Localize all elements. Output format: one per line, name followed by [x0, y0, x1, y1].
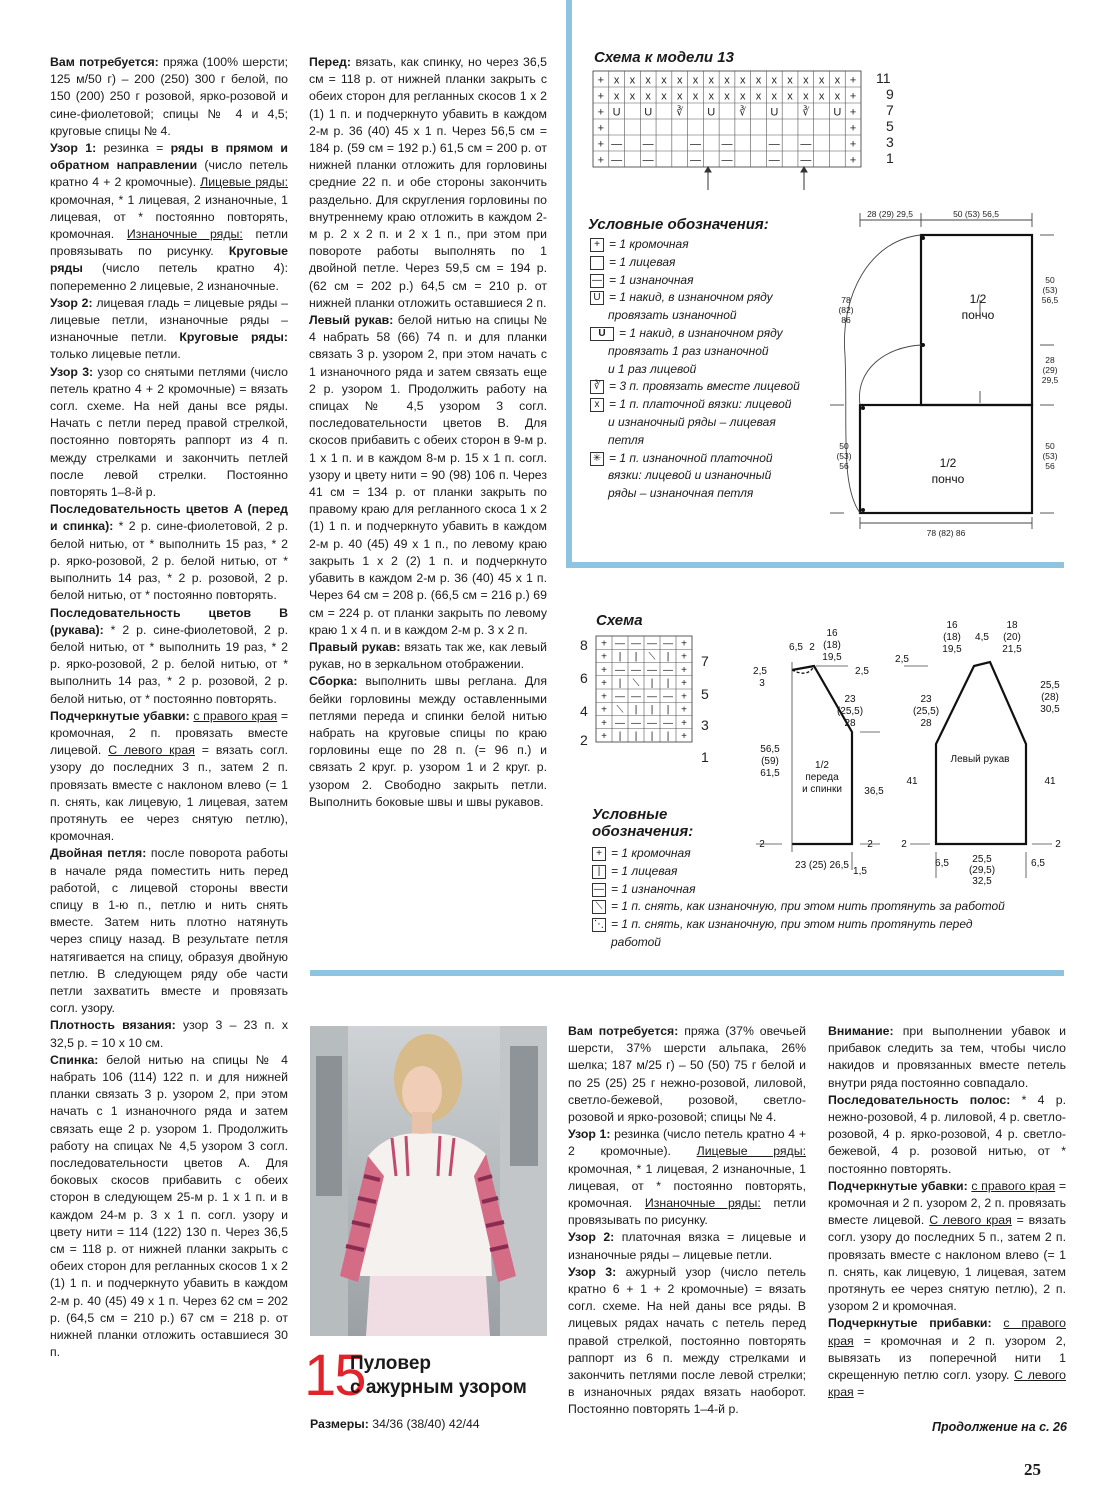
svg-text:+: + [597, 74, 605, 87]
color-sequence-a-paragraph: Последовательность цветов A (перед и спинка): * 2 р. сине-фиолетовой, 2 р. белой нитью, от * выполнить 15 раз, * 2 р. ярко-розовой, 2 р. белой нитью, от * выполнить 14 раз, * 2 р. розовой, 2 р. белой нитью, от * постоянно повторять. [50, 502, 288, 603]
garter-knit-icon: x [590, 398, 604, 412]
sweater-row-4: 4 [580, 703, 588, 719]
svg-text:—: — [768, 154, 780, 167]
poncho-lower-sublabel: пончо [931, 472, 965, 486]
pattern2-paragraph: Узор 2: лицевая гладь = лицевые ряды – лицевые петли, изнаночные ряды – изнаночные петли. Круговые ряды: только лицевые петли. [50, 295, 288, 362]
increases15-paragraph: Подчеркнутые прибавки: с правого края = кромочная и 2 п. узором 2, вывязать из поперечной нити 1 скрещенную петлю согл. узору. С левого края = [828, 1316, 1066, 1400]
svg-text:x: x [755, 90, 762, 103]
svg-text:+: + [597, 122, 605, 135]
body-dim-left-b: (59) [761, 756, 779, 767]
sleeve-dim-top-right-c: 21,5 [1002, 644, 1022, 655]
svg-text:—: — [663, 638, 673, 650]
svg-text:x: x [692, 90, 699, 103]
svg-text:—: — [721, 154, 733, 167]
body-dim-6-5: 6,5 [789, 642, 803, 653]
svg-text:x: x [803, 74, 809, 87]
decreases15-paragraph: Подчеркнутые убавки: с правого края = кромочная и 2 п. узором 2, 2 п. провязать вместе лицевой. С левого края = вязать согл. узору до последних 5 п., затем 2 п. провязать вместе с наклоном влево (= 1 п. снять, как лицевую, 1 лицевая, затем протянуть ее через снятую петлю), 2 п. узором 2 и кромочная. [828, 1178, 1067, 1314]
svg-text:∛: ∛ [802, 106, 810, 119]
sleeve-outline [936, 662, 1026, 844]
svg-text:|: | [634, 651, 638, 663]
svg-text:x: x [661, 74, 667, 87]
svg-text:—: — [800, 154, 812, 167]
poncho-dim-left-lower-a: 50 [839, 441, 849, 451]
svg-text:+: + [597, 154, 605, 167]
scheme13-row-5: 5 [886, 118, 894, 134]
sleeve-dim-right-a: 25,5 [1040, 680, 1060, 691]
svg-text:U: U [612, 106, 621, 119]
svg-text:|: | [666, 678, 670, 689]
body-dim-2: 2 [809, 642, 815, 653]
poncho-dim-right-mid-a: 28 [1045, 355, 1055, 365]
svg-text:⟍: ⟍ [648, 651, 656, 663]
sleeve-dim-41-right: 41 [1044, 776, 1056, 787]
svg-text:—: — [631, 664, 641, 676]
svg-text:—: — [615, 638, 625, 650]
double-stitch-paragraph: Двойная петля: после поворота работы в начале ряда поместить нить перед работой, с лицевой стороны ввести спицу в 1-ю п., петлю и нить снять вместе. Затем нить плотно натянуть через спицу назад. В результате петля натягивается на спицу, образуя двойную петлю. В следующем ряду обе части петли захватить вместе и провязать согл. узору. [50, 846, 288, 1016]
text-column-4 [828, 1023, 1066, 1401]
sweater-row-5: 5 [701, 686, 709, 702]
knit-stitch-icon [590, 256, 604, 270]
pattern15-1-paragraph: Узор 1: резинка (число петель кратно 4 + 2 кромочные). Лицевые ряды: кромочная, * 1 лицевая, 2 изнаночные, 1 лицевая, от * постоянно повторять, кромочная. Изнаночные ряды: петли провязывать по рисунку. [568, 1127, 806, 1228]
front-paragraph: Перед: вязать, как спинку, но через 36,5 см = 118 р. от нижней планки закрыть с обеих сторон для регланных скосов 1 x 2 (1) 1 п. и подчеркнуто убавить в каждом 2-м р. 36 (40) 45 x 1 п. Через 56,5 см = 184 р. (59 см = 192 р.) 61,5 см = 200 р. от нижней планки отложить для горловины средние 22 п. и обе стороны закончить раздельно. Для скругления горловины по внутреннему краю отложить в каждом 2-м р. 2 x 2 п. и 2 x 1 п., при этом при повороте работы выполнять по 1 двойной петле. Через 59,5 см = 194 р. (62 см = 202 р.) 64,5 см = 210 р. от нижней планки отложить оставшиеся 2 п. [309, 55, 547, 310]
svg-text:x: x [724, 74, 730, 87]
svg-text:|: | [618, 678, 622, 689]
svg-text:x: x [645, 90, 651, 103]
sleeve-dim-top-left-b: (18) [943, 632, 961, 643]
body-dim-left-c: 61,5 [760, 768, 780, 779]
svg-text:+: + [597, 106, 605, 119]
svg-text:—: — [631, 717, 641, 729]
sleeve-dim-bottom-b: (29,5) [968, 865, 996, 876]
assembly-paragraph: Сборка: выполнить швы реглана. Для бейки горловины между оставленными петлями переда и спинки белой нитью набрать на круговые спицы по краю горловины еще по 28 п. (= 96 п.) и связать 2 круг. р. узором 1 и 2 круг. р. узором 2. Свободно закрыть петли. Выполнить боковые швы и швы рукавов. [309, 674, 547, 809]
poncho-dim-left-lower-c: 56 [839, 461, 849, 471]
sizes-line: Размеры: 34/36 (38/40) 42/44 [310, 1417, 480, 1431]
svg-text:—: — [642, 138, 654, 151]
poncho-dim-right-lower-c: 56 [1045, 461, 1055, 471]
sleeve-dim-right-c: 30,5 [1040, 704, 1060, 715]
svg-text:x: x [834, 90, 841, 103]
sweater-scheme-title: Схема [596, 612, 643, 629]
sleeve-dim-2-right: 2 [1055, 839, 1061, 850]
scheme13-legend-title: Условные обозначения: [588, 216, 769, 233]
sleeve-dim-right-b: (28) [1041, 692, 1059, 703]
svg-text:—: — [615, 691, 625, 703]
body-dim-23-c: 28 [844, 718, 856, 729]
text-column-2 [309, 54, 547, 811]
sleeve-dim-41-left: 41 [906, 776, 918, 787]
svg-text:—: — [615, 664, 625, 676]
sleeve-dim-23-b: (25,5) [912, 706, 940, 717]
svg-text:+: + [849, 154, 857, 167]
sleeve-dim-top-left-a: 16 [946, 620, 958, 631]
svg-text:—: — [631, 638, 641, 650]
svg-text:+: + [849, 106, 857, 119]
garter-purl-icon: ✳ [590, 452, 604, 466]
yarn-over-icon: U [590, 291, 604, 305]
poncho-dim-right-mid-b: (29) [1042, 365, 1058, 375]
body-pattern-diagram [752, 622, 884, 880]
svg-text:—: — [631, 691, 641, 703]
svg-text:+: + [681, 678, 687, 689]
svg-text:x: x [803, 90, 809, 103]
text-column-1 [50, 54, 288, 1361]
scheme13-row-7: 7 [886, 102, 894, 118]
svg-text:⟍: ⟍ [616, 704, 624, 716]
body-outline [792, 666, 852, 844]
sleeve-dim-2-left: 2 [901, 839, 907, 850]
knit-stitch-icon: | [592, 865, 606, 879]
svg-text:—: — [663, 664, 673, 676]
poncho-diagram [830, 205, 1064, 540]
svg-text:—: — [611, 154, 623, 167]
body-dim-top-a: 16 [826, 628, 838, 639]
body-label-3: и спинки [802, 784, 842, 795]
sweater-row-3: 3 [701, 717, 709, 733]
body-dim-23-a: 23 [844, 694, 856, 705]
sleeve-dim-top-right-a: 18 [1006, 620, 1018, 631]
decreases-paragraph: Подчеркнутые убавки: с правого края = кромочная, 2 п. провязать вместе лицевой. С левого края = вязать согл. узору до последних 3 п., затем 2 п. провязать вместе с наклоном влево (= 1 п. снять, как лицевую, 1 лицевая, затем протянуть ее через снятую петлю), кромочная. [50, 708, 289, 844]
svg-text:U: U [644, 106, 653, 119]
attention-paragraph: Внимание: при выполнении убавок и прибавок следить за тем, чтобы число накидов и провязанных вместе петель внутри ряда постоянно совпадало. [828, 1024, 1066, 1090]
edge-stitch-icon: + [592, 847, 606, 861]
svg-text:|: | [618, 651, 622, 663]
svg-text:—: — [721, 138, 733, 151]
sleeve-dim-6-5-left: 6,5 [935, 858, 949, 869]
pattern1-paragraph: Узор 1: резинка = ряды в прямом и обратном направлении (число петель кратно 4 + 2 кромочные). Лицевые ряды: кромочная, * 1 лицевая, 2 изнаночные, 1 лицевая, от * постоянно повторять, кромочная. Изнаночные ряды: петли провязывать по рисунку. Круговые ряды (число петель кратно 4): попеременно 2 лицевые, 2 изнаночные. [50, 141, 289, 293]
poncho-dim-right-upper-c: 56,5 [1041, 295, 1059, 305]
svg-text:x: x [676, 90, 683, 103]
sweater-legend: + = 1 кромочная | = 1 лицевая — = 1 изнаночная ⟍ = 1 п. снять, как изнаночную, при этом нить протянуть за работой ⋱ = 1 п. снять, как изнаночную, при этом нить протянуть перед работой [594, 846, 1005, 949]
svg-text:x: x [834, 74, 841, 87]
page-number: 25 [1024, 1460, 1041, 1479]
svg-text:—: — [611, 138, 623, 151]
svg-text:+: + [681, 691, 687, 703]
sweater-legend-title: Условные обозначения: [592, 806, 694, 840]
svg-text:U: U [833, 106, 842, 119]
poncho-dim-right-mid-c: 29,5 [1041, 375, 1059, 385]
svg-text:+: + [849, 90, 857, 103]
svg-text:+: + [601, 731, 607, 742]
body-dim-bottom: 23 (25) 26,5 [795, 860, 849, 871]
poncho-dim-bottom: 78 (82) 86 [926, 528, 966, 538]
svg-text:x: x [818, 90, 825, 103]
svg-text:U: U [707, 106, 716, 119]
svg-text:x: x [708, 74, 714, 87]
poncho-dim-left-c: 86 [841, 315, 851, 325]
svg-text:x: x [818, 74, 825, 87]
svg-text:x: x [755, 74, 762, 87]
svg-text:|: | [650, 678, 654, 689]
svg-text:x: x [740, 74, 746, 87]
poncho-dim-left-b: (82) [838, 305, 854, 315]
svg-text:|: | [634, 704, 638, 716]
svg-text:—: — [663, 717, 673, 729]
svg-text:+: + [601, 664, 607, 676]
body-dim-2-5-right: 2,5 [855, 666, 869, 677]
svg-text:+: + [601, 691, 607, 703]
svg-text:—: — [663, 691, 673, 703]
svg-text:—: — [647, 664, 657, 676]
svg-text:x: x [613, 74, 620, 87]
sweater-row-6: 6 [580, 670, 588, 686]
sweater-scheme-chart [574, 632, 724, 765]
materials-paragraph: Вам потребуется: пряжа (100% шерсти; 125 м/50 г) – 200 (250) 300 г белой, по 150 (200) 250 г розовой, ярко-розовой и сине-фиолетовой; спицы № 4 и 4,5; круговые спицы № 4. [50, 55, 288, 138]
svg-text:U: U [770, 106, 779, 119]
svg-text:—: — [689, 154, 701, 167]
three-together-icon: ∛ [590, 380, 604, 394]
section-divider-bar [310, 970, 1064, 976]
svg-text:+: + [601, 651, 607, 663]
body-dim-top-c: 19,5 [822, 652, 842, 663]
double-yarn-over-icon: U [590, 327, 614, 341]
slip-front-icon: ⋱ [594, 919, 604, 931]
svg-text:—: — [647, 691, 657, 703]
frame-horizontal-bar [566, 562, 1064, 568]
scheme13-chart [590, 68, 900, 193]
svg-text:+: + [681, 704, 687, 716]
svg-text:—: — [615, 717, 625, 729]
sleeve-pattern-diagram [890, 616, 1064, 886]
svg-text:x: x [787, 74, 793, 87]
sleeve-dim-2-5: 2,5 [895, 654, 909, 665]
svg-text:+: + [849, 138, 857, 151]
svg-text:x: x [692, 74, 699, 87]
gauge-paragraph: Плотность вязания: узор 3 – 23 п. x 32,5 р. = 10 x 10 см. [50, 1018, 289, 1050]
svg-text:x: x [708, 90, 714, 103]
poncho-dim-right-upper-b: (53) [1042, 285, 1058, 295]
materials15-paragraph: Вам потребуется: пряжа (37% овечьей шерсти, 37% шерсти альпака, 26% шелка; 187 м/25 г) – 50 (50) 75 г белой и по 25 (25) 25 г нежно-розовой, лиловой, светло-бежевой, розовой, светло-розовой и ярко-розовой; спицы № 4. [568, 1024, 806, 1125]
poncho-dim-left-a: 78 [841, 295, 851, 305]
svg-text:+: + [601, 678, 607, 689]
scheme13-row-3: 3 [886, 134, 894, 150]
svg-text:|: | [634, 731, 638, 742]
body-dim-2-left: 2 [759, 839, 765, 850]
svg-text:|: | [666, 651, 670, 663]
svg-text:—: — [642, 154, 654, 167]
sleeve-label: Левый рукав [950, 754, 1010, 765]
svg-text:+: + [681, 651, 687, 663]
svg-text:∛: ∛ [739, 106, 747, 119]
model-title: Пуловер с ажурным узором [350, 1353, 527, 1398]
scheme13-legend: + = 1 кромочная = 1 лицевая — = 1 изнаночная U = 1 накид, в изнаночном ряду провязать изнаночной U = 1 накид, в изнаночном ряду провязать 1 раз изнаночной и 1 раз лицевой ∛ = 3 п. провязать вместе лицевой x = 1 п. платочной вязки: лицевой и изнаночный ряды – лицевая петля ✳ = 1 п. изнаночной платочной вязки: лицевой и изнаночный ряды – изнаночная петля [592, 237, 800, 501]
svg-text:⟍: ⟍ [632, 678, 640, 689]
purl-stitch-icon: — [594, 883, 604, 895]
sleeve-dim-top-right-b: (20) [1003, 632, 1021, 643]
body-dim-3: 3 [759, 678, 765, 689]
scheme13-row-9: 9 [886, 86, 894, 102]
svg-text:x: x [771, 74, 778, 87]
svg-text:x: x [740, 90, 746, 103]
text-column-3 [568, 1023, 806, 1419]
sweater-row-2: 2 [580, 732, 588, 748]
pattern15-2-paragraph: Узор 2: платочная вязка = лицевые и изнаночные ряды – лицевые петли. [568, 1230, 807, 1262]
body-dim-2-right: 2 [867, 839, 873, 850]
svg-text:x: x [724, 90, 730, 103]
left-sleeve-paragraph: Левый рукав: белой нитью на спицы № 4 набрать 58 (66) 74 п. и для планки связать 3 р. узором 2, при этом начать с 1 изнаночного ряда и затем связать еще 2 р. узором 1. Продолжить работу на спицах № 4,5 узором 3 согл. последовательности цветов B. Для скосов прибавить с обеих сторон в 9-м р. 1 x 1 п. и в каждом 8-м р. 15 x 1 п. согл. узору и цвету нити = 90 (98) 106 п. Через 41 см = 134 р. от планки закрыть по правому краю для регланного скоса 1 x 2 (1) 1 п. и подчеркнуто убавить в каждом 2-м р. 40 (45) 49 x 1 п., по левому краю закрыть 1 x 2 (2) 1 п. и подчеркнуто убавить в каждом 2-м р. 36 (40) 45 x 1 п. Через 64 см = 208 р. (66,5 см = 216 р.) 69 см = 224 р. от планки закрыть по левому краю 1 x 4 п. и в каждом 2-м р. 3 x 2 п. [309, 313, 547, 637]
body-dim-left-a: 56,5 [760, 744, 780, 755]
svg-text:+: + [849, 74, 857, 87]
color-sequence-b-paragraph: Последовательность цветов B (рукава): * 2 р. сине-фиолетовой, 2 р. белой нитью, от * выполнить 19 раз, * 2 р. ярко-розовой, 2 р. белой нитью, от * выполнить 14 раз, * 2 р. розовой, 2 р. белой нитью, от * постоянно повторять. [50, 605, 288, 706]
svg-text:x: x [771, 90, 778, 103]
body-dim-23-b: (25,5) [836, 706, 864, 717]
body-dim-1-5: 1,5 [853, 866, 867, 877]
svg-text:+: + [849, 122, 857, 135]
svg-text:x: x [629, 74, 636, 87]
svg-text:x: x [613, 90, 620, 103]
sleeve-dim-bottom-a: 25,5 [972, 854, 992, 865]
poncho-upper-label: 1/2 [969, 292, 987, 306]
poncho-dim-right-upper-a: 50 [1045, 275, 1055, 285]
poncho-dim-right-lower-a: 50 [1045, 441, 1055, 451]
poncho-dim-top-right: 50 (53) 56,5 [953, 209, 999, 219]
svg-text:—: — [768, 138, 780, 151]
sweater-row-7: 7 [701, 653, 709, 669]
svg-text:x: x [787, 90, 793, 103]
sleeve-dim-6-5-right: 6,5 [1031, 858, 1045, 869]
stripes-paragraph: Последовательность полос: * 4 р. нежно-розовой, 4 р. лиловой, 4 р. светло-розовой, 4 р. ярко-розовой, 4 р. светло-бежевой, 4 р. розовой нитью, от * постоянно повторять. [828, 1092, 1066, 1176]
svg-text:+: + [681, 664, 687, 676]
sleeve-dim-4-5: 4,5 [975, 632, 989, 643]
purl-stitch-icon: — [592, 274, 602, 286]
svg-text:+: + [681, 731, 687, 742]
body-label-1: 1/2 [815, 760, 829, 771]
sleeve-dim-bottom-c: 32,5 [972, 876, 992, 887]
back-paragraph: Спинка: белой нитью на спицы № 4 набрать 106 (114) 122 п. и для нижней планки связать 3 р. узором 2, при этом начать с 1 изнаночного ряда и затем связать еще 2 р. узором 1. Продолжить работу на спицах № 4,5 узором 3 согл. последовательности цветов A. Для боковых скосов прибавить с обеих сторон в следующем 25-м р. 1 x 1 п. и в каждом 24-м р. 3 x 1 п. согл. узору и цвету нити = 114 (122) 130 п. Через 36,5 см = 118 р. от нижней планки закрыть с обеих сторон для регланных скосов 1 x 2 (1) 1 п. и подчеркнуто убавить в каждом 2-м р. 40 (45) 49 x 1 п. Через 62 см = 202 р. (64,5 см = 210 р.) 67 см = 218 р. от нижней планки отложить оставшиеся 30 п. [50, 1052, 288, 1360]
svg-text:|: | [666, 731, 670, 742]
pattern3-paragraph: Узор 3: узор со снятыми петлями (число петель кратно 4 + 2 кромочные) = вязать согл. схеме. На ней даны все ряды. Начать с петли перед правой стрелкой, постоянно повторять раппорт из 4 п. между стрелками и закончить петлей после левой стрелки. Постоянно повторять 1–8-й р. [50, 364, 288, 500]
sleeve-dim-top-left-c: 19,5 [942, 644, 962, 655]
svg-text:—: — [800, 138, 812, 151]
svg-text:—: — [689, 138, 701, 151]
right-sleeve-paragraph: Правый рукав: вязать так же, как левый рукав, но в зеркальном отображении. [309, 639, 547, 672]
body-label-2: переда [805, 772, 839, 783]
svg-text:x: x [661, 90, 667, 103]
svg-text:x: x [629, 90, 636, 103]
svg-text:x: x [645, 74, 651, 87]
svg-text:—: — [647, 638, 657, 650]
edge-stitch-icon: + [590, 238, 604, 252]
sleeve-dim-23-a: 23 [920, 694, 932, 705]
svg-text:+: + [601, 638, 607, 650]
svg-text:+: + [601, 704, 607, 716]
poncho-dim-left-lower-b: (53) [836, 451, 852, 461]
sweater-row-8: 8 [580, 637, 588, 653]
svg-text:|: | [650, 704, 654, 716]
svg-text:∛: ∛ [676, 106, 684, 119]
poncho-dim-right-lower-b: (53) [1042, 451, 1058, 461]
sleeve-dim-23-c: 28 [920, 718, 932, 729]
svg-text:+: + [597, 90, 605, 103]
svg-text:+: + [681, 638, 687, 650]
body-dim-2-5: 2,5 [753, 666, 767, 677]
model-number: 15 [304, 1343, 365, 1408]
svg-text:+: + [681, 717, 687, 729]
sweater-row-1: 1 [701, 749, 709, 765]
svg-text:|: | [666, 704, 670, 716]
svg-text:x: x [676, 74, 683, 87]
continue-note: Продолжение на с. 26 [932, 1420, 1067, 1434]
scheme13-row-1: 1 [886, 150, 894, 166]
slip-back-icon: ⟍ [592, 900, 606, 914]
scheme13-row-11: 11 [876, 70, 891, 86]
svg-text:|: | [650, 731, 654, 742]
svg-text:|: | [618, 731, 622, 742]
poncho-dim-top-left: 28 (29) 29,5 [867, 209, 913, 219]
pattern15-3-paragraph: Узор 3: ажурный узор (число петель кратно 6 + 1 + 2 кромочные) = вязать согл. схеме. На ней даны все ряды. В лицевых рядах начать с петель перед правой стрелкой, постоянно повторять раппорт из 6 п. между стрелками и закончить петлями после левой стрелки; в изнаночных рядах вязать наоборот. Постоянно повторять 1–4-й р. [568, 1264, 807, 1417]
frame-vertical-bar [566, 0, 572, 568]
model-photo [310, 1026, 547, 1336]
svg-text:+: + [601, 717, 607, 729]
svg-text:+: + [597, 138, 605, 151]
body-dim-36-5: 36,5 [864, 786, 884, 797]
poncho-upper-sublabel: пончо [961, 308, 995, 322]
body-dim-top-b: (18) [823, 640, 841, 651]
svg-text:—: — [647, 717, 657, 729]
scheme13-title: Схема к модели 13 [594, 49, 734, 66]
poncho-lower-label: 1/2 [939, 456, 957, 470]
